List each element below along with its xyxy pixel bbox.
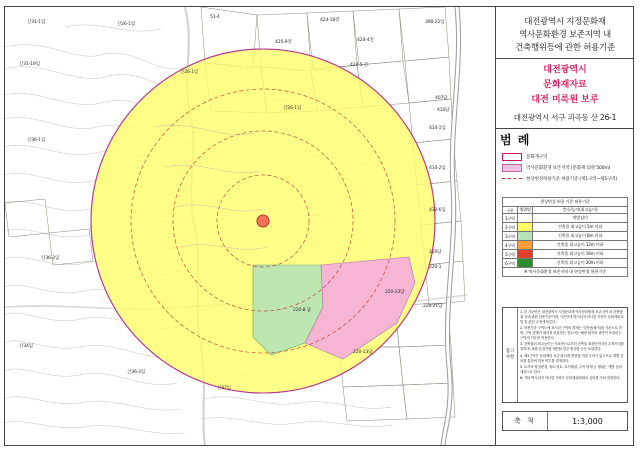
stamp-line-3: 대전 미륵원 보루: [531, 94, 599, 105]
legend-color-swatch: [502, 153, 522, 161]
map-label: 51-4: [210, 15, 220, 20]
map-label: 산26-1임: [117, 22, 136, 27]
reference-note-paragraph: 3. 건축물의 최고높이는 지표면으로부터 건축물 최상단까지의 수직거리를 말하며, 옥탑·승강기탑·계단탑·망루·장식탑 등은 포함한다.: [520, 342, 624, 352]
address-text: 대전광역시 서구 괴곡동 산 26-1: [513, 113, 617, 122]
legend-zone-color: [518, 259, 533, 268]
map-label: 산37임: [217, 386, 231, 391]
reference-note-paragraph: 1. 본 기준안은 대전광역시 지정문화재 역사문화환경 보존지역 내 건축행위 등에 관한 허용기준이며, 기준안에 명시되지 아니한 사항은 문화재보호법 및 관련 규정에 따른다.: [520, 310, 624, 325]
map-label: 432-6임: [429, 208, 446, 213]
reference-note-box: [502, 307, 628, 403]
legend-table-row: [503, 223, 628, 232]
map-label: 410-2임: [429, 166, 446, 171]
map-label: 산31-1임: [27, 20, 46, 25]
map-label: 산34임: [19, 344, 33, 349]
document-title-box: [496, 7, 634, 59]
legend-zone-name: 6구역: [503, 259, 518, 268]
legend-swatch-label: 현상변경허용기준 허용기준 (제1구역~제5구역): [526, 176, 618, 182]
legend-zone-rule: 건축물 최고높이 16m 이하: [533, 250, 628, 259]
dashed-line-icon: [502, 175, 522, 183]
map-label: 425-9전: [275, 40, 292, 45]
cadastral-map[interactable]: [5, 7, 494, 445]
legend-zone-name: 5구역: [503, 250, 518, 259]
legend-zone-name: 4구역: [503, 241, 518, 250]
document-title-line-1: 대전광역시 지정문화재: [524, 16, 606, 27]
map-label: 424-5 전: [350, 63, 368, 68]
map-label: 산26-1임: [283, 106, 302, 111]
legend-zone-color: [518, 223, 533, 232]
legend-table-footer: ※ 역사문화환경 보존지역 내 현상변경 허용기준: [503, 268, 628, 277]
reference-note-paragraph: 5. 토지의 형질변경, 절토·성토, 토석채취, 수목 벌채 등 행위는 개별 심의 대상으로 한다.: [520, 364, 622, 374]
reference-note-text: [518, 308, 627, 402]
map-label: 410-1임: [429, 126, 446, 131]
map-label: 220-21답: [423, 304, 443, 309]
map-panel[interactable]: [5, 7, 494, 445]
reference-note-side-label: [503, 308, 518, 402]
reference-note-side-label-text: 참고 사항: [505, 349, 515, 360]
legend-swatch-label: 문화재구역: [526, 154, 548, 160]
map-label: 220-8 답: [293, 308, 311, 313]
scale-value: 1:3,000: [572, 416, 603, 426]
legend-heading: 범 례: [500, 133, 531, 147]
legend-zone-color: [518, 241, 533, 250]
map-label: 220답: [429, 250, 442, 255]
document-title-line-2: 역사문화환경 보존지역 내: [519, 29, 611, 40]
legend-swatch-row: [502, 174, 628, 183]
address-box: [496, 107, 634, 129]
legend-zone-name: 2구역: [503, 223, 518, 232]
reference-note-paragraph: 4. 제1구역은 문화재의 보존·관리에 영향을 미칠 우려가 있으므로 개별 심의를 통하여 허용 여부를 결정한다.: [520, 353, 624, 363]
stamp-line-2: 문화재자료: [543, 79, 587, 90]
legend-zone-rule: 건축물 최고높이 20m 이하: [533, 259, 628, 268]
legend-zone-rule: 건축물 최고높이 8m 이하: [533, 232, 628, 241]
stamp-line-1: 대전광역시: [543, 64, 587, 75]
legend-table-header: 구분: [503, 207, 518, 214]
legend-table-row: [503, 232, 628, 241]
legend-zone-color: [518, 232, 533, 241]
reference-note-paragraph: 6. 기타 명시되지 아니한 사항은 문화재위원회의 심의를 거쳐 결정한다.: [520, 375, 621, 380]
legend-zone-rule: 건축물 최고높이 12m 이하: [533, 241, 628, 250]
legend-zone-color: [518, 214, 533, 223]
map-label: 220-1: [429, 265, 442, 270]
legend-zone-color: [518, 250, 533, 259]
map-label: 220-13답: [353, 350, 373, 355]
reference-note-paragraph: 2. 허용기준 구역도에 표시된 구역의 경계는 지적선(필지)을 기준으로 하며, 구역 경계가 필지를 관통하는 경우에는 해당 필지의 과반이 포함되는 구역의 기준을 적용한다.: [520, 326, 622, 341]
allowable-standards-table: [502, 197, 628, 277]
map-label: 산36-1임: [27, 138, 46, 143]
map-label: 390-22임: [425, 20, 445, 25]
legend-swatch-list: [502, 152, 628, 185]
map-label: 산36-3임: [127, 370, 146, 375]
legend-zone-name: 3구역: [503, 232, 518, 241]
legend-zone-rule: 개별심의: [533, 214, 628, 223]
legend-table-header: 행위별: [519, 207, 531, 213]
legend-zone-rule: 건축물 최고높이 5m 이하: [533, 223, 628, 232]
map-label: 산26-1임: [180, 70, 199, 75]
map-label: 410답: [437, 108, 450, 113]
map-label: 424-18전: [320, 18, 340, 23]
legend-swatch-row: [502, 152, 628, 161]
legend-swatch-row: [502, 163, 628, 172]
map-label: 산31-19임: [19, 62, 40, 67]
legend-table-row: [503, 259, 628, 268]
scale-box: [502, 411, 628, 431]
legend-table-row: [503, 241, 628, 250]
map-label: 424-4전: [357, 38, 374, 43]
legend-table-row: [503, 250, 628, 259]
legend-color-swatch: [502, 164, 522, 172]
legend-panel: [495, 7, 633, 445]
legend-table-row: [503, 214, 628, 223]
scale-label: 축 척: [503, 412, 548, 430]
map-label: 산36-2임: [41, 256, 60, 261]
map-label: 407답: [435, 96, 448, 101]
heritage-stamp-box: [496, 59, 634, 107]
legend-zone-name: 1구역: [503, 214, 518, 223]
legend-swatch-label: 역사문화환경 보존지역 (문화재 외곽 500m): [526, 165, 611, 171]
map-label: 220-23답: [385, 290, 405, 295]
document-title-line-3: 건축행위등에 관한 허용기준: [515, 42, 615, 53]
legend-table-header: 층수/높이(최고높이): [533, 207, 628, 214]
legend-table-caption: 현상변경 허용 기준 허용기준: [503, 198, 628, 207]
